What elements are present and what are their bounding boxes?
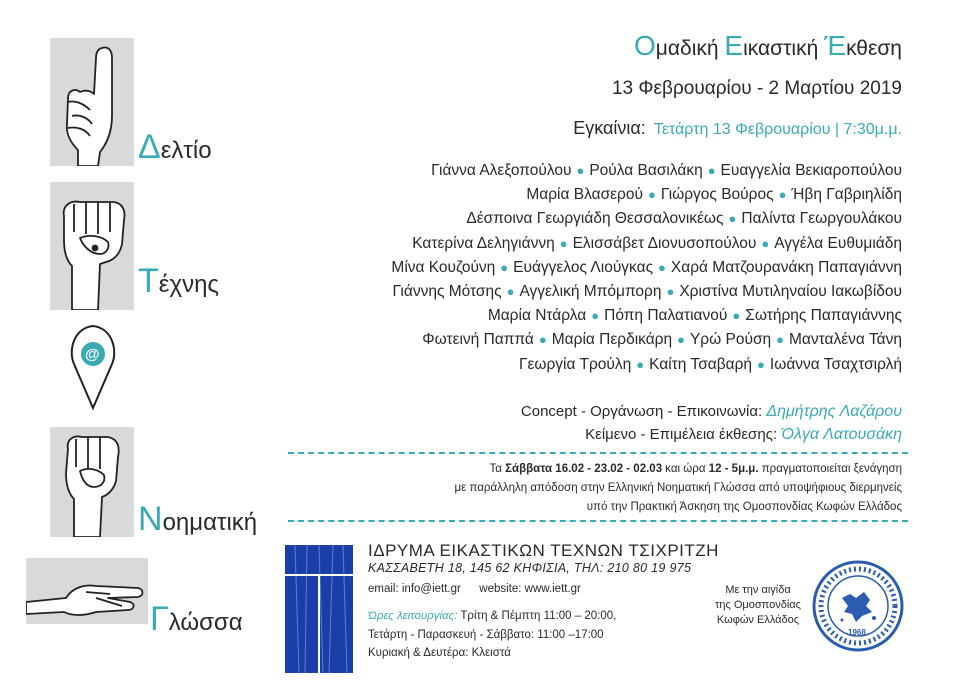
artist-name: Κατερίνα Δεληγιάννη — [412, 234, 555, 252]
artist-name: Μαρία Βλασερού — [526, 186, 643, 204]
federation-seal-logo — [812, 560, 904, 657]
bullet-dot-icon: ● — [658, 259, 666, 275]
bullet-dot-icon: ● — [591, 308, 600, 324]
institution-address: ΚΑΣΣΑΒΕΤΗ 18, 145 62 ΚΗΦΙΣΙΑ, ΤΗΛ: 210 80 19 975 — [368, 561, 692, 575]
artist-name: Γιώργος Βούρος — [660, 186, 774, 204]
hours-label: Ώρες λειτουργίας: — [368, 610, 458, 622]
institution-website[interactable]: website: www.iett.gr — [479, 583, 581, 595]
artists-list — [391, 159, 902, 377]
artist-name: Ρούλα Βασιλάκη — [589, 162, 703, 179]
side-word-initial: Ν — [138, 500, 163, 538]
artist-name: Καίτη Τσαβαρή — [649, 355, 753, 373]
hand-sign-d-image — [50, 38, 134, 166]
side-word-glossa — [150, 600, 243, 639]
concept-value: Δημήτρης Λαζάρου — [766, 403, 902, 420]
bullet-dot-icon: ● — [728, 211, 737, 227]
side-word-initial: Γ — [150, 600, 169, 638]
bullet-dot-icon: ● — [636, 356, 645, 372]
title-initial: Έ — [824, 30, 847, 61]
artist-row — [391, 256, 902, 280]
artist-name: Υρώ Ρούση — [689, 331, 772, 349]
tour-line-3: υπό την Πρακτική Άσκηση της Ομοσπονδίας Κωφών Ελλάδος — [586, 501, 902, 513]
bullet-dot-icon: ● — [677, 332, 685, 348]
bullet-dot-icon: ● — [576, 163, 585, 178]
bullet-dot-icon: ● — [761, 235, 770, 251]
opening-label: Εγκαίνια: — [573, 118, 646, 138]
artist-row — [391, 183, 902, 207]
artist-name: Μανταλένα Τάνη — [789, 331, 902, 349]
bullet-dot-icon: ● — [707, 163, 716, 178]
artist-name: Μίνα Κουζούνη — [391, 258, 496, 276]
artist-name: Μαρία Ντάρλα — [487, 307, 587, 325]
side-word-technis — [138, 262, 219, 301]
artist-row — [391, 232, 902, 256]
artist-row — [391, 280, 902, 304]
artist-name: Φωτεινή Παππά — [422, 331, 534, 349]
artist-name: Αγγελική Μπόμπορη — [519, 283, 662, 301]
artist-name: Χαρά Ματζουρανάκη Παπαγιάννη — [670, 258, 902, 276]
seal-year: 1968 — [848, 628, 866, 637]
opening-info — [573, 118, 902, 139]
artist-row — [391, 207, 902, 231]
bullet-dot-icon: ● — [647, 187, 656, 203]
bullet-dot-icon: ● — [538, 332, 547, 348]
text-label: Κείμενο - Επιμέλεια έκθεσης: — [585, 426, 778, 443]
tour-text: και ώρα — [662, 463, 709, 475]
opening-hours — [368, 607, 616, 663]
title-initial: Ε — [724, 30, 744, 61]
institution-email[interactable]: email: info@iett.gr — [368, 583, 461, 595]
bullet-dot-icon: ● — [732, 308, 741, 324]
side-word-rest: έχνης — [158, 271, 219, 298]
divider-bottom — [288, 520, 908, 522]
aegis-line: της Ομοσπονδίας — [715, 599, 801, 611]
title-rest: μαδική — [655, 37, 725, 60]
bullet-dot-icon: ● — [666, 284, 675, 300]
artist-name: Ελισσάβετ Διονυσοπούλου — [572, 234, 757, 252]
hours-line-2: Τετάρτη - Παρασκευή - Σάββατο: 11:00 –17:00 — [368, 628, 604, 641]
flat-hand-icon — [26, 558, 148, 624]
artist-name: Ήβη Γαβριηλίδη — [791, 186, 902, 204]
tour-dates: Σάββατα 16.02 - 23.02 - 02.03 — [505, 463, 663, 475]
artist-row — [391, 328, 902, 352]
tour-line-1 — [455, 460, 902, 479]
institution-contact — [368, 583, 581, 595]
artist-name: Δέσποινα Γεωργιάδη Θεσσαλονικέως — [466, 210, 724, 228]
divider-top — [288, 452, 908, 454]
side-word-deltio — [138, 128, 212, 167]
artist-name: Γιάννης Μότσης — [392, 283, 502, 301]
aegis-note — [712, 583, 804, 628]
concept-label: Concept - Οργάνωση - Επικοινωνία: — [520, 403, 763, 420]
tour-text: πραγματοποιείται ξενάγηση — [758, 463, 902, 475]
aegis-line: Με την αιγίδα — [725, 584, 791, 596]
bullet-dot-icon: ● — [776, 332, 785, 348]
hours-line-3: Κυριακή & Δευτέρα: Κλειστά — [368, 647, 511, 659]
bullet-dot-icon: ● — [500, 259, 509, 275]
institution-logo-image — [285, 545, 353, 673]
opening-value: Τετάρτη 13 Φεβρουαρίου | 7:30μ.μ. — [653, 121, 902, 138]
side-word-rest: ελτίο — [160, 137, 212, 164]
exhibition-dates: 13 Φεβρουαρίου - 2 Μαρτίου 2019 — [611, 78, 902, 99]
title-rest: ικαστική — [743, 37, 825, 60]
artist-row — [391, 159, 902, 183]
side-word-noimatiki — [138, 500, 257, 539]
bullet-dot-icon: ● — [778, 187, 787, 203]
bullet-dot-icon: ● — [757, 356, 765, 372]
title-rest: κθεση — [846, 37, 902, 60]
artist-name: Ευάγγελος Λιούγκας — [513, 258, 654, 276]
closed-hand-icon — [50, 427, 134, 537]
artist-name: Γεωργία Τρούλη — [518, 355, 632, 373]
artist-name: Χριστίνα Μυτιληναίου Ιακωβίδου — [679, 283, 902, 301]
artist-name: Παλίντα Γεωργουλάκου — [741, 210, 902, 228]
artist-name: Μαρία Περδικάρη — [551, 331, 673, 349]
concept-credit — [521, 400, 902, 423]
tour-time: 12 - 5μ.μ. — [708, 463, 759, 475]
artist-row — [391, 353, 902, 377]
hours-value: Τρίτη & Πέμπτη 11:00 – 20:00, — [460, 610, 617, 622]
text-value: Όλγα Λατουσάκη — [781, 426, 902, 443]
artist-name: Γιάννα Αλεξοπούλου — [431, 162, 572, 179]
artist-name: Ευαγγελία Βεκιαροπούλου — [720, 162, 902, 179]
guided-tour-info — [455, 460, 902, 517]
artist-name: Αγγέλα Ευθυμιάδη — [774, 234, 902, 252]
side-word-rest: λώσσα — [168, 609, 243, 636]
tour-line-2: με παράλληλη απόδοση στην Ελληνική Νοηματική Γλώσσα από υποψήφιους διερμηνείς — [454, 482, 902, 494]
hand-sign-g-image — [26, 558, 148, 624]
pointing-hand-icon — [50, 38, 134, 166]
side-word-rest: οηματική — [162, 509, 258, 536]
bullet-dot-icon: ● — [559, 235, 568, 251]
hand-sign-t-image — [50, 182, 134, 310]
fist-hand-icon — [50, 182, 134, 310]
artist-row — [391, 304, 902, 328]
hours-line-1 — [368, 607, 616, 626]
side-word-initial: Τ — [138, 262, 159, 300]
credits — [521, 400, 902, 446]
artist-name: Ιωάννα Τσαχτσιρλή — [769, 355, 902, 373]
location-pin-icon — [68, 322, 118, 417]
artist-name: Πόπη Παλατιανού — [604, 307, 728, 325]
hand-sign-n-image — [50, 427, 134, 537]
side-word-initial: Δ — [138, 128, 161, 166]
tour-text: Τα — [489, 463, 506, 475]
bullet-dot-icon: ● — [506, 284, 515, 300]
at-symbol: @ — [85, 346, 100, 363]
title-initial: Ο — [634, 30, 656, 61]
exhibition-title — [634, 30, 902, 62]
institution-name: ΙΔΡΥΜΑ ΕΙΚΑΣΤΙΚΩΝ ΤΕΧΝΩΝ ΤΣΙΧΡΙΤΖΗ — [368, 541, 719, 560]
aegis-line: Κωφών Ελλάδος — [716, 614, 800, 626]
artist-name: Σωτήρης Παπαγιάννης — [745, 307, 902, 325]
text-credit — [521, 423, 902, 446]
